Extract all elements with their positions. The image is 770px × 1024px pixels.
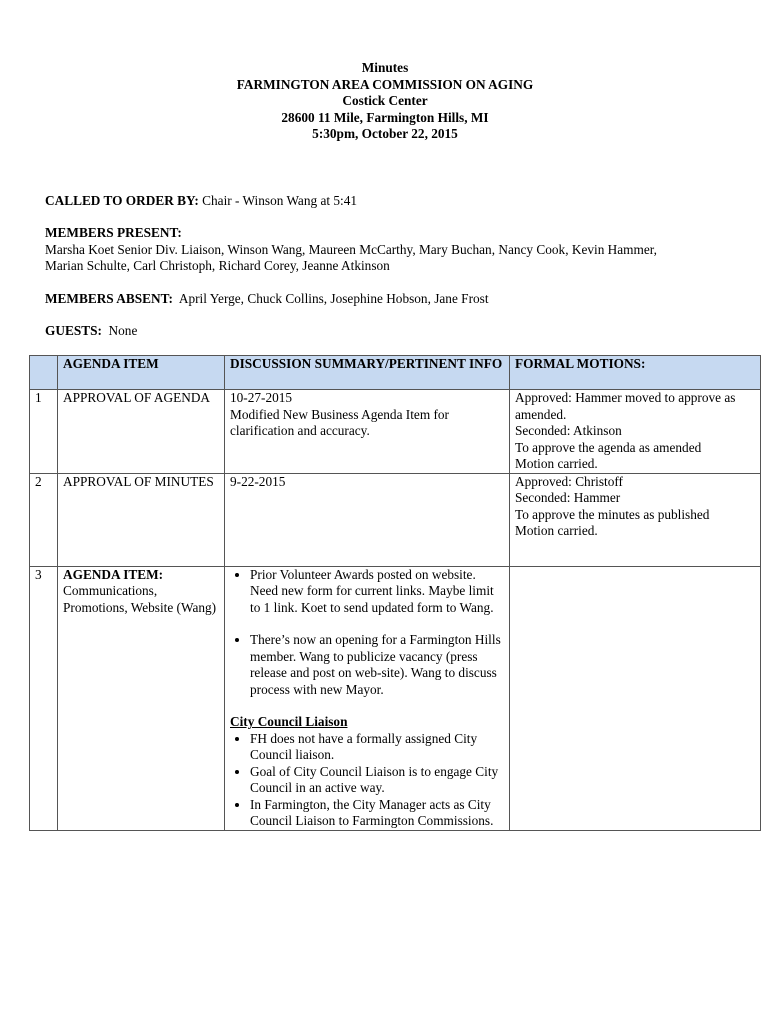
motion-line: Seconded: Hammer bbox=[515, 490, 621, 505]
bullet-item: • Prior Volunteer Awards posted on website. Need new form for current links. Maybe limit to 1 link. Koet to send updated form to Wang. bbox=[250, 567, 504, 617]
discussion-cell bbox=[225, 566, 510, 830]
members-absent-value: April Yerge, Chuck Collins, Josephine Hobson, Jane Frost bbox=[172, 291, 489, 306]
table-row bbox=[30, 566, 761, 830]
motion-line: To approve the agenda as amended bbox=[515, 439, 702, 455]
motion-line: Approved: Christoff bbox=[515, 473, 623, 489]
table-header-row bbox=[30, 356, 761, 390]
discussion-cell bbox=[225, 473, 510, 566]
guests bbox=[45, 323, 745, 340]
header-address: 28600 11 Mile, Farmington Hills, MI bbox=[281, 109, 489, 125]
row-number: 2 bbox=[30, 473, 58, 566]
guests-value: None bbox=[101, 323, 138, 338]
discussion-bullets-a2 bbox=[230, 632, 504, 698]
document-header bbox=[0, 60, 770, 143]
agenda-item-title: APPROVAL OF MINUTES bbox=[58, 473, 225, 566]
called-to-order-label: CALLED TO ORDER BY: bbox=[45, 193, 199, 208]
members-present-line-1: Marsha Koet Senior Div. Liaison, Winson Wang, Maureen McCarthy, Mary Buchan, Nancy Cook, Kevin Hammer, bbox=[45, 241, 657, 257]
bullet-item: • In Farmington, the City Manager acts as City Council Liaison to Farmington Commissions. bbox=[250, 797, 504, 830]
called-to-order-value: Chair - Winson Wang at 5:41 bbox=[198, 193, 358, 208]
header-agenda-item: AGENDA ITEM bbox=[58, 356, 225, 390]
motions-cell bbox=[510, 566, 761, 830]
bullet-item: • There’s now an opening for a Farmington Hills member. Wang to publicize vacancy (press release and post on web-site). Wang to discuss process with new Mayor. bbox=[250, 632, 504, 698]
agenda-item-title: APPROVAL OF AGENDA bbox=[58, 390, 225, 474]
table-row bbox=[30, 473, 761, 566]
members-present-label: MEMBERS PRESENT: bbox=[45, 225, 182, 240]
motion-line: To approve the minutes as published bbox=[515, 506, 710, 522]
header-number-col bbox=[30, 356, 58, 390]
motions-cell bbox=[510, 473, 761, 566]
members-absent bbox=[45, 291, 745, 308]
header-discussion: DISCUSSION SUMMARY/PERTINENT INFO bbox=[225, 356, 510, 390]
agenda-item-title: AGENDA ITEM: bbox=[63, 566, 164, 582]
bullet-item: • Goal of City Council Liaison is to engage City Council in an active way. bbox=[250, 764, 504, 797]
discussion-text: Modified New Business Agenda Item for clarification and accuracy. bbox=[230, 406, 449, 438]
header-title: Minutes bbox=[361, 60, 409, 75]
motions-cell bbox=[510, 390, 761, 474]
members-present-line-2: Marian Schulte, Carl Christoph, Richard Corey, Jeanne Atkinson bbox=[45, 258, 390, 273]
header-organization: FARMINGTON AREA COMMISSION ON AGING bbox=[236, 76, 534, 92]
discussion-bullets-b bbox=[230, 731, 504, 830]
called-to-order bbox=[45, 193, 745, 210]
header-venue: Costick Center bbox=[342, 93, 428, 108]
subheading-city-council-liaison: City Council Liaison bbox=[230, 714, 348, 729]
agenda-table bbox=[29, 355, 761, 831]
table-row bbox=[30, 390, 761, 474]
agenda-item-subtitle: Communications, Promotions, Website (Wang) bbox=[63, 583, 217, 615]
motion-line: Seconded: Atkinson bbox=[515, 423, 622, 438]
members-present bbox=[45, 225, 745, 275]
discussion-date: 9-22-2015 bbox=[230, 473, 286, 489]
discussion-cell bbox=[225, 390, 510, 474]
header-formal-motions: FORMAL MOTIONS: bbox=[510, 356, 761, 390]
agenda-item-cell bbox=[58, 566, 225, 830]
motion-line: Motion carried. bbox=[515, 456, 598, 471]
header-datetime: 5:30pm, October 22, 2015 bbox=[312, 126, 458, 141]
bullet-item: • FH does not have a formally assigned City Council liaison. bbox=[250, 731, 504, 764]
row-number: 3 bbox=[30, 566, 58, 830]
discussion-bullets-a bbox=[230, 567, 504, 617]
motion-line: Approved: Hammer moved to approve as amended. bbox=[515, 390, 736, 422]
discussion-date: 10-27-2015 bbox=[230, 390, 293, 405]
row-number: 1 bbox=[30, 390, 58, 474]
motion-line: Motion carried. bbox=[515, 523, 598, 538]
members-absent-label: MEMBERS ABSENT: bbox=[45, 291, 173, 306]
guests-label: GUESTS: bbox=[45, 323, 102, 338]
